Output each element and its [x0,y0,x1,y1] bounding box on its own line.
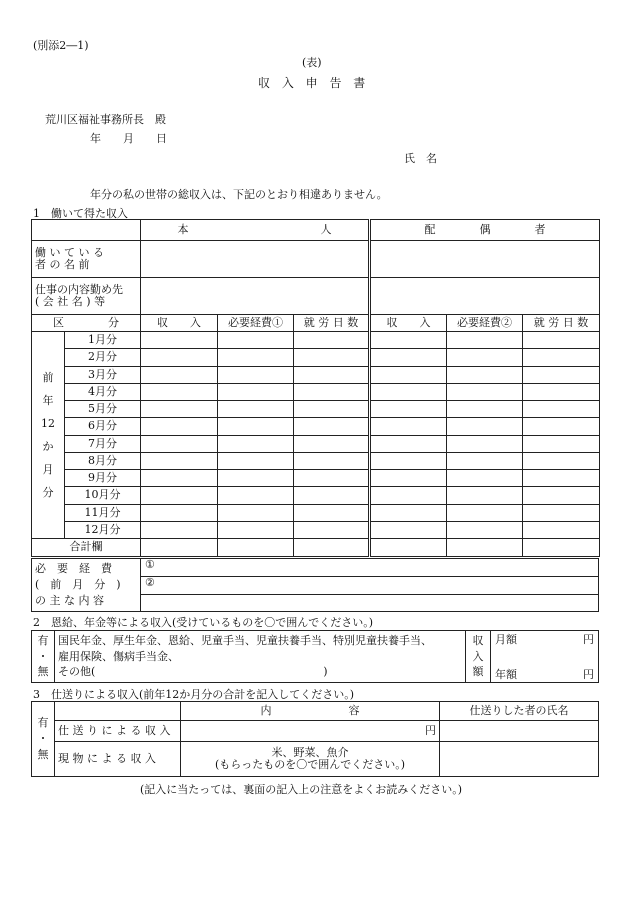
month-entry-cell[interactable] [294,332,370,349]
month-entry-cell[interactable] [523,383,600,400]
month-entry-cell[interactable] [370,418,447,435]
total-cell[interactable] [523,539,600,557]
month-entry-cell[interactable] [447,418,523,435]
yearly-amount-field[interactable]: 年額 円 [495,667,594,681]
month-row [32,452,600,469]
month-entry-cell[interactable] [141,349,218,366]
footer-note: (記入に当たっては、裏面の記入上の注意をよくお読みください。) [140,783,463,796]
spouse-expense-header: 必要経費② [447,315,523,332]
month-entry-cell[interactable] [294,366,370,383]
month-entry-cell[interactable] [447,452,523,469]
month-entry-cell[interactable] [218,504,294,521]
month-entry-cell[interactable] [523,487,600,504]
month-entry-cell[interactable] [370,470,447,487]
pension-table [31,630,599,683]
document-reference: (別添2―1) [33,39,89,52]
remittance-income-label: 仕 送 り に よ る 収 入 [55,721,181,742]
month-label: 2月分 [65,349,141,366]
total-cell[interactable] [370,539,447,557]
month-label: 6月分 [65,418,141,435]
remittance-sender-field[interactable] [440,721,599,742]
month-entry-cell[interactable] [141,487,218,504]
month-entry-cell[interactable] [218,470,294,487]
month-row [32,418,600,435]
month-label: 4月分 [65,383,141,400]
name-label: 氏 名 [404,152,437,165]
spouse-work-field[interactable] [370,278,600,315]
date-line: 年 月 日 [90,132,167,145]
month-entry-cell[interactable] [370,487,447,504]
document-title: 収 入 申 告 書 [258,76,370,90]
month-row [32,366,600,383]
self-days-header: 就 労 日 数 [294,315,370,332]
blank-cell [32,220,141,241]
month-entry-cell[interactable] [218,349,294,366]
expenses-table [31,558,599,612]
month-row [32,401,600,418]
self-employer-field[interactable] [141,241,370,278]
sender-header: 仕送りした者の氏名 [440,702,599,721]
total-cell[interactable] [294,539,370,557]
previous-year-label: 前 年 12 か 月 分 [32,332,65,539]
blank-cell [55,702,181,721]
month-entry-cell[interactable] [523,521,600,538]
month-entry-cell[interactable] [141,383,218,400]
month-row [32,349,600,366]
month-entry-cell[interactable] [523,470,600,487]
month-entry-cell[interactable] [294,418,370,435]
month-entry-cell[interactable] [370,504,447,521]
month-entry-cell[interactable] [447,366,523,383]
declaration-text: 年分の私の世帯の総収入は、下記のとおり相違ありません。 [90,188,388,201]
month-entry-cell[interactable] [370,366,447,383]
pension-types: 国民年金、厚生年金、恩給、児童手当、児童扶養手当、特別児童扶養手当、 雇用保険、傷病手当金、 その他( ) [55,631,466,683]
month-entry-cell[interactable] [294,452,370,469]
month-entry-cell[interactable] [370,435,447,452]
month-row [32,332,600,349]
month-entry-cell[interactable] [294,349,370,366]
month-entry-cell[interactable] [447,383,523,400]
month-label: 11月分 [65,504,141,521]
self-expense-header: 必要経費① [218,315,294,332]
month-entry-cell[interactable] [218,332,294,349]
addressee: 荒川区福祉事務所長 殿 [45,113,166,126]
month-row [32,487,600,504]
month-entry-cell[interactable] [447,349,523,366]
month-entry-cell[interactable] [370,383,447,400]
expenses-label: 必 要 経 費 ( 前 月 分 ) の 主 な 内 容 [32,559,141,612]
amount-fields [491,631,599,683]
total-cell[interactable] [447,539,523,557]
section1-heading: 1 働いて得た収入 [33,207,128,220]
month-entry-cell[interactable] [523,504,600,521]
month-entry-cell[interactable] [447,401,523,418]
month-entry-cell[interactable] [218,418,294,435]
month-label: 1月分 [65,332,141,349]
month-entry-cell[interactable] [523,366,600,383]
content-header: 内 容 [181,702,440,721]
spouse-income-header: 収 入 [370,315,447,332]
total-cell[interactable] [218,539,294,557]
month-entry-cell[interactable] [141,504,218,521]
month-entry-cell[interactable] [370,452,447,469]
month-entry-cell[interactable] [294,487,370,504]
remittance-amount-field[interactable]: 円 [181,721,440,742]
month-entry-cell[interactable] [523,332,600,349]
month-entry-cell[interactable] [218,521,294,538]
month-label: 10月分 [65,487,141,504]
month-label: 3月分 [65,366,141,383]
month-entry-cell[interactable] [141,521,218,538]
in-kind-items[interactable]: 米、野菜、魚介 (もらったものを〇で囲んでください。) [181,742,440,777]
work-content-label: 仕事の内容勤め先 ( 会 社 名 ) 等 [32,278,141,315]
month-entry-cell[interactable] [447,487,523,504]
month-label: 9月分 [65,470,141,487]
month-entry-cell[interactable] [141,332,218,349]
month-row [32,435,600,452]
month-entry-cell[interactable] [370,401,447,418]
self-work-field[interactable] [141,278,370,315]
month-entry-cell[interactable] [294,401,370,418]
month-entry-cell[interactable] [523,418,600,435]
month-entry-cell[interactable] [294,435,370,452]
in-kind-income-label: 現 物 に よ る 収 入 [55,742,181,777]
section2-heading: 2 恩給、年金等による収入(受けているものを〇で囲んでください。) [33,616,374,629]
self-income-header: 収 入 [141,315,218,332]
employer-name-label: 働 い て い る 者 の 名 前 [32,241,141,278]
month-entry-cell[interactable] [218,435,294,452]
month-entry-cell[interactable] [218,487,294,504]
month-entry-cell[interactable] [447,521,523,538]
section3-heading: 3 仕送りによる収入(前年12か月分の合計を記入してください。) [33,688,355,701]
month-label: 5月分 [65,401,141,418]
month-row [32,470,600,487]
classification-header: 区 分 [32,315,141,332]
month-entry-cell[interactable] [141,401,218,418]
spouse-employer-field[interactable] [370,241,600,278]
month-row [32,383,600,400]
month-entry-cell[interactable] [447,435,523,452]
month-entry-cell[interactable] [370,521,447,538]
month-row [32,521,600,538]
month-entry-cell[interactable] [370,332,447,349]
month-entry-cell[interactable] [294,521,370,538]
month-entry-cell[interactable] [218,452,294,469]
month-label: 7月分 [65,435,141,452]
expenses-detail [141,559,599,612]
yes-no-choice[interactable]: 有 ・ 無 [32,631,55,683]
spouse-header: 配 偶 者 [370,220,600,241]
month-entry-cell[interactable] [141,435,218,452]
expense-1-field[interactable]: ① [141,559,598,577]
month-entry-cell[interactable] [523,349,600,366]
front-side-label: (表) [302,56,322,69]
remittance-table [31,701,599,777]
month-row [32,504,600,521]
month-label: 12月分 [65,521,141,538]
month-entry-cell[interactable] [141,452,218,469]
month-entry-cell[interactable] [141,470,218,487]
month-entry-cell[interactable] [523,435,600,452]
spouse-days-header: 就 労 日 数 [523,315,600,332]
month-entry-cell[interactable] [294,470,370,487]
expense-3-field[interactable] [141,595,598,611]
month-entry-cell[interactable] [294,504,370,521]
month-entry-cell[interactable] [447,470,523,487]
income-amount-label: 収 入 額 [466,631,491,683]
month-entry-cell[interactable] [141,366,218,383]
month-entry-cell[interactable] [523,452,600,469]
total-cell[interactable] [141,539,218,557]
month-entry-cell[interactable] [447,504,523,521]
earned-income-table [31,219,600,557]
month-entry-cell[interactable] [141,418,218,435]
month-entry-cell[interactable] [523,401,600,418]
month-label: 8月分 [65,452,141,469]
month-entry-cell[interactable] [218,401,294,418]
month-entry-cell[interactable] [218,366,294,383]
month-entry-cell[interactable] [294,383,370,400]
yes-no-choice[interactable]: 有 ・ 無 [32,702,55,777]
total-label: 合計欄 [32,539,141,557]
month-entry-cell[interactable] [218,383,294,400]
self-header: 本 人 [141,220,370,241]
expense-2-field[interactable]: ② [141,577,598,595]
monthly-amount-field[interactable]: 月額 円 [495,633,594,646]
month-entry-cell[interactable] [370,349,447,366]
month-entry-cell[interactable] [447,332,523,349]
in-kind-sender-field[interactable] [440,742,599,777]
